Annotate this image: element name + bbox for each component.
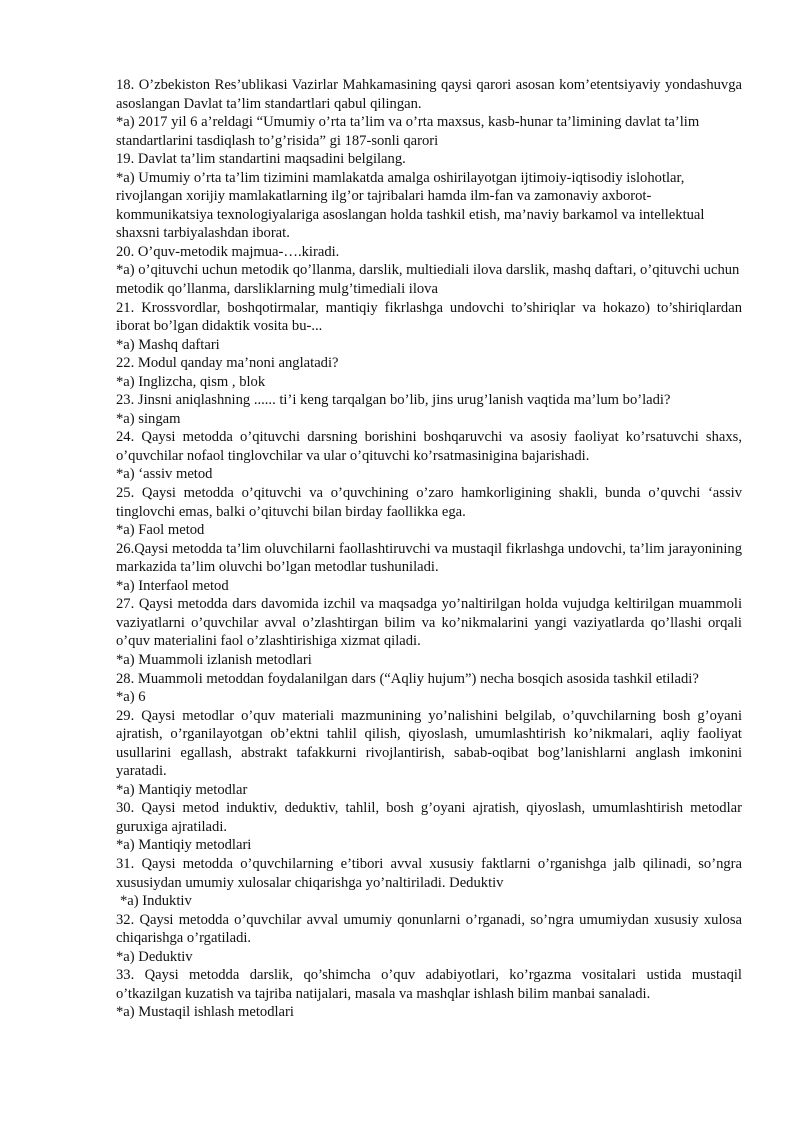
question-list [116,76,742,1022]
answer-line: *a) Deduktiv [116,948,193,965]
answer-line: *a) Mustaqil ishlash metodlari [116,1004,294,1021]
answer-line: *a) Muammoli izlanish metodlari [116,651,312,668]
question-text: 31. Qaysi metodda o’quvchilarning e’tibori avval xususiy faktlarni o’rganishga jalb qilinadi, so’ngra xususiydan umumiy xulosalar chiqarishga yo’naltiriladi. Deduktiv [116,855,742,891]
answer-line: *a) Mashq daftari [116,336,220,353]
question-text: 28. Muammoli metoddan foydalanilgan dars (“Aqliy hujum”) necha bosqich asosida tashkil etiladi? [116,670,699,687]
answer-line: *a) 6 [116,689,146,706]
answer-line: *a) ‘assiv metod [116,466,213,483]
answer-line: *a) 2017 yil 6 a’reldagi “Umumiy o’rta ta’lim va o’rta maxsus, kasb-hunar ta’limining davlat ta’lim standartlarini tasdiqlash to’g’risida” gi 187-sonli qarori [116,114,700,149]
question-text: 27. Qaysi metodda dars davomida izchil va maqsadga yo’naltirilgan holda vujudga keltirilgan muammoli vaziyatlarni o’quvchilar avval o’zlashtirgan bilim va ko’nikmalarini yangi vaziyatlarda qo’llashi orqali o’quv materialini faol o’zlashtirishiga xizmat qiladi. [116,596,742,650]
answer-line: *a) Umumiy o’rta ta’lim tizimini mamlakatda amalga oshirilayotgan ijtimoiy-iqtisodiy islohotlar, rivojlangan xorijiy mamlakatlarning ilg’or tajribalari hamda ilm-fan va zamonaviy axborot-kommunikatsiya texnologiyalariga asoslangan holda tashkil etish, ma’naviy barkamol va intellektual shaxsni tarbiyalashdan iborat. [116,169,705,242]
answer-line: *a) o’qituvchi uchun metodik qo’llanma, darslik, multiediali ilova darslik, mashq daftari, o’qituvchi uchun metodik qo’llanma, darsliklarning mulg’timediali ilova [116,262,740,298]
question-text: 29. Qaysi metodlar o’quv materiali mazmunining yo’nalishini belgilab, o’quvchilarning bosh g’oyani ajratish, o’rganilayotgan ob’ektni tahlil qilish, qiyoslash, umumlashtirish ko’nikmalari, aqliy faoliyat usullarini egallash, abstrakt tafakkurni rivojlantirish, sabab-oqibat bog’lanishlarni anglash imkonini yaratadi. [116,707,742,780]
answer-line: *a) Inglizcha, qism , blok [116,373,266,390]
question-text: 33. Qaysi metodda darslik, qo’shimcha o’quv adabiyotlari, ko’rgazma vositalari ustida mustaqil o’tkazilgan kuzatish va tajriba natijalari, masala va mashqlar ishlash bilim manbai sanaladi. [116,967,742,1002]
question-text: 18. O’zbekiston Res’ublikasi Vazirlar Mahkamasining qaysi qarori asosan kom’etentsiyaviy yondashuvga asoslangan Davlat ta’lim standartlari qabul qilingan. [116,77,742,112]
question-text: 21. Krossvordlar, boshqotirmalar, mantiqiy fikrlashga undovchi to’shiriqlar va hokazo) to’shiriqlardan iborat bo’lgan didaktik vosita bu-... [116,299,742,335]
answer-line: *a) Mantiqiy metodlar [116,781,248,798]
question-text: 20. O’quv-metodik majmua-….kiradi. [116,243,340,260]
question-text: 25. Qaysi metodda o’qituvchi va o’quvchining o’zaro hamkorligining shakli, bunda o’quvchi ‘assiv tinglovchi emas, balki o’qituvchi bilan birday faollikka ega. [116,485,742,520]
answer-line: *a) Faol metod [116,522,205,539]
question-text: 23. Jinsni aniqlashning ...... ti’i keng tarqalgan bo’lib, jins urug’lanish vaqtida ma’lum bo’ladi? [116,392,671,409]
answer-line: *a) Mantiqiy metodlari [116,837,252,854]
question-text: 22. Modul qanday ma’noni anglatadi? [116,355,339,372]
question-text: 30. Qaysi metod induktiv, deduktiv, tahlil, bosh g’oyani ajratish, qiyoslash, umumlashtirish metodlar guruxiga ajratiladi. [116,800,742,835]
question-text: 26.Qaysi metodda ta’lim oluvchilarni faollashtiruvchi va mustaqil fikrlashga undovchi, ta’lim jarayonining markazida ta’lim oluvchi bo’lgan metodlar tushuniladi. [116,540,742,576]
question-text: 24. Qaysi metodda o’qituvchi darsning borishini boshqaruvchi va asosiy faoliyat ko’rsatuvchi shaxs, o’quvchilar nofaol tinglovchilar va ular o’qituvchi ko’rsatmasinigina bajarishadi. [116,429,742,464]
answer-line: *a) Induktiv [120,893,192,910]
answer-line: *a) Interfaol metod [116,577,229,594]
answer-line: *a) singam [116,410,181,427]
question-text: 19. Davlat ta’lim standartini maqsadini belgilang. [116,151,406,168]
question-text: 32. Qaysi metodda o’quvchilar avval umumiy qonunlarni o’rganadi, so’ngra umumiydan xususiy xulosa chiqarishga o’rgatiladi. [116,911,742,947]
